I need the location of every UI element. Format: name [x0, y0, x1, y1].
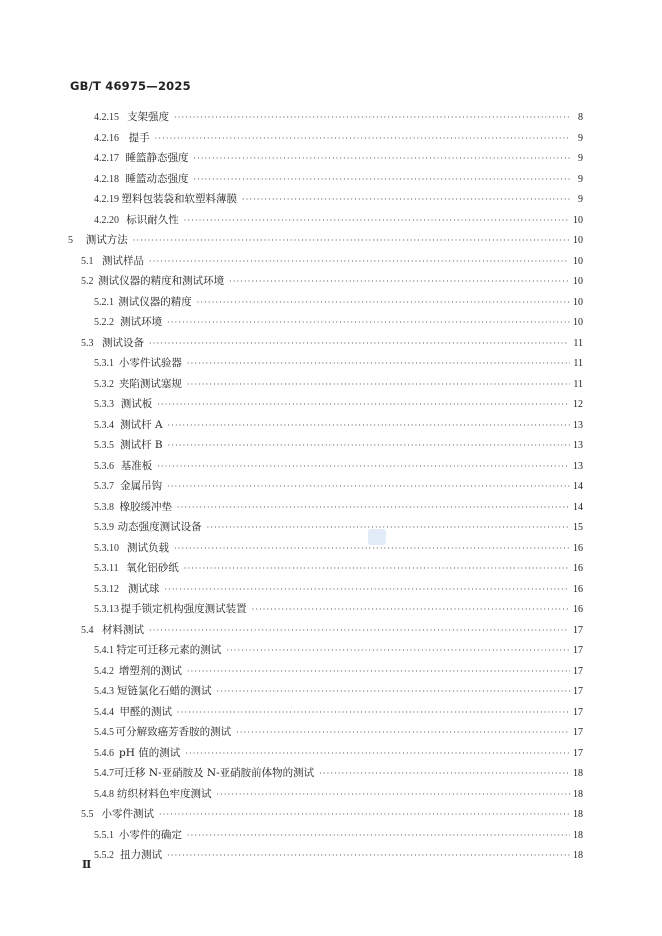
- toc-dot-leader: [149, 621, 569, 642]
- toc-entry[interactable]: [0, 558, 662, 579]
- toc-entry[interactable]: [0, 763, 662, 784]
- toc-page-number: 17: [573, 747, 583, 759]
- toc-entry[interactable]: [0, 415, 662, 436]
- toc-page-number: 15: [573, 522, 583, 533]
- toc-section-number: 4.2.16: [94, 132, 119, 144]
- toc-entry-content: [94, 497, 583, 519]
- toc-dot-leader: [167, 846, 569, 867]
- toc-entry-content: [94, 107, 583, 129]
- toc-section-number: 5.5.2: [94, 850, 114, 861]
- toc-section-title: 塑料包装袋和软塑料薄膜: [121, 193, 237, 205]
- toc-section-title: 增塑剂的测试: [118, 664, 182, 677]
- toc-dot-leader: [167, 477, 569, 498]
- toc-page-number: 9: [578, 153, 583, 164]
- toc-section-number: 4.2.19: [94, 194, 119, 205]
- toc-section-number: 5.2.2: [94, 317, 114, 328]
- toc-entry-content: [94, 394, 583, 416]
- toc-section-number: 5.5.1: [94, 829, 114, 841]
- standard-code-header: GB/T 46975—2025: [70, 79, 191, 93]
- toc-section-number: 5.3.1: [94, 358, 114, 369]
- toc-entry-content: [94, 456, 583, 478]
- toc-section-number: 5.4.3: [94, 686, 114, 697]
- page-number: Ⅱ: [82, 859, 92, 871]
- toc-page-number: 13: [573, 419, 583, 431]
- toc-section-number: 5.3.6: [94, 460, 114, 472]
- toc-section-title: 测试方法: [85, 234, 128, 246]
- toc-dot-leader: [216, 785, 570, 806]
- toc-page-number: 16: [573, 583, 583, 595]
- toc-dot-leader: [187, 375, 570, 396]
- toc-entry-content: [81, 620, 583, 642]
- toc-dot-leader: [159, 805, 569, 826]
- toc-dot-leader: [187, 826, 570, 847]
- toc-dot-leader: [229, 272, 570, 293]
- toc-entry-content: [81, 271, 583, 293]
- toc-section-title: 测试环境: [120, 316, 163, 328]
- toc-entry-content: [81, 251, 583, 273]
- toc-page-number: 11: [573, 358, 583, 369]
- toc-entry[interactable]: [0, 620, 662, 641]
- toc-dot-leader: [168, 436, 570, 457]
- toc-page-number: 9: [578, 194, 583, 205]
- toc-dot-leader: [177, 703, 570, 724]
- toc-dot-leader: [319, 764, 570, 785]
- toc-page-number: 9: [577, 132, 583, 144]
- toc-entry-content: [94, 784, 583, 806]
- toc-entry[interactable]: [0, 743, 662, 764]
- toc-dot-leader: [184, 559, 570, 580]
- toc-section-title: 纺织材料色牢度测试: [116, 787, 212, 800]
- toc-section-number: 5.2.1: [94, 296, 114, 308]
- toc-dot-leader: [177, 498, 570, 519]
- toc-section-title: 动态强度测试设备: [117, 521, 202, 533]
- toc-entry[interactable]: [0, 148, 662, 169]
- toc-entry[interactable]: [0, 661, 662, 682]
- toc-entry-content: [94, 210, 583, 232]
- toc-dot-leader: [236, 723, 570, 744]
- toc-dot-leader: [155, 129, 570, 150]
- toc-section-title: 测试杆 A: [120, 418, 163, 431]
- toc-section-number: 5.5: [81, 809, 94, 820]
- toc-section-title: 基准板: [120, 459, 153, 472]
- toc-section-title: 氧化铝砂纸: [126, 562, 179, 574]
- toc-entry-content: [94, 538, 583, 560]
- toc-entry[interactable]: [0, 435, 662, 456]
- toc-entry-content: [94, 435, 583, 457]
- toc-section-number: 4.2.18: [94, 173, 119, 185]
- toc-section-title: 睡篮动态强度: [125, 172, 189, 185]
- toc-entry-content: [81, 333, 583, 355]
- toc-dot-leader: [187, 354, 570, 375]
- toc-entry-content: [94, 681, 583, 703]
- toc-entry[interactable]: [0, 538, 662, 559]
- toc-section-title: 橡胶缓冲垫: [119, 500, 172, 513]
- toc-dot-leader: [167, 313, 569, 334]
- toc-entry-content: [94, 292, 583, 314]
- toc-page-number: 10: [573, 276, 583, 287]
- toc-page-number: 16: [573, 542, 583, 554]
- toc-entry[interactable]: [0, 579, 662, 600]
- toc-page-number: 16: [573, 604, 583, 615]
- toc-entry-content: [94, 825, 583, 847]
- toc-dot-leader: [133, 231, 569, 252]
- toc-entry[interactable]: [0, 640, 662, 661]
- toc-entry-content: [94, 169, 583, 191]
- toc-section-title: 测试球: [127, 582, 160, 595]
- toc-section-number: 4.2.15: [94, 112, 119, 123]
- toc-section-title: 支架强度: [127, 111, 170, 123]
- toc-section-title: 可分解致癌芳香胺的测试: [115, 726, 232, 738]
- toc-entry-content: [94, 374, 583, 396]
- toc-entry[interactable]: [0, 189, 662, 210]
- toc-entry[interactable]: [0, 353, 662, 374]
- toc-entry-content: [94, 743, 583, 765]
- toc-page-number: 18: [573, 829, 583, 841]
- toc-entry-content: [94, 640, 583, 662]
- toc-entry[interactable]: [0, 845, 662, 866]
- toc-page-number: 10: [573, 255, 583, 267]
- toc-section-number: 5.3.13: [94, 604, 119, 615]
- toc-dot-leader: [193, 149, 570, 170]
- toc-entry-content: [94, 599, 583, 621]
- toc-dot-leader: [216, 682, 570, 703]
- toc-section-number: 5.3.10: [94, 542, 119, 554]
- toc-dot-leader: [187, 662, 570, 683]
- toc-section-number: 5.3.9: [94, 522, 114, 533]
- toc-dot-leader: [168, 416, 570, 437]
- toc-entry[interactable]: [0, 517, 662, 538]
- toc-entry[interactable]: [0, 312, 662, 333]
- toc-section-number: 5.3.8: [94, 501, 114, 513]
- toc-section-number: 5.4.8: [94, 788, 114, 800]
- toc-section-number: 5.4.6: [94, 747, 114, 759]
- toc-dot-leader: [226, 641, 570, 662]
- toc-entry-content: [94, 661, 583, 683]
- toc-section-title: 短链氯化石蜡的测试: [116, 685, 212, 697]
- toc-section-number: 5.3.2: [94, 378, 114, 390]
- toc-entry[interactable]: [0, 476, 662, 497]
- toc-entry-content: [94, 845, 583, 867]
- toc-section-title: 提手: [128, 131, 150, 144]
- toc-entry-content: [68, 230, 583, 252]
- toc-page-number: 17: [573, 665, 583, 677]
- toc-section-title: 测试负载: [127, 541, 170, 554]
- toc-entry[interactable]: [0, 702, 662, 723]
- toc-entry[interactable]: [0, 210, 662, 231]
- toc-section-number: 5.4.1: [94, 645, 114, 656]
- toc-section-title: 测试样品: [102, 254, 145, 267]
- toc-page-number: 18: [573, 768, 583, 779]
- toc-page-number: 13: [573, 460, 583, 472]
- toc-page-number: 10: [573, 214, 583, 226]
- toc-section-title: pH 值的测试: [118, 746, 181, 759]
- toc-section-number: 4.2.17: [94, 153, 119, 164]
- toc-section-title: 提手锁定机构强度测试装置: [120, 603, 247, 615]
- toc-entry[interactable]: [0, 599, 662, 620]
- toc-entry-content: [94, 312, 583, 334]
- toc-page-number: 18: [573, 788, 583, 800]
- toc-section-number: 5.4.7: [94, 768, 114, 779]
- toc-page-number: 8: [578, 112, 583, 123]
- toc-page-number: 10: [573, 235, 584, 246]
- toc-section-title: 测试设备: [102, 336, 145, 349]
- toc-page-number: 17: [573, 686, 583, 697]
- toc-entry-content: [94, 763, 583, 785]
- toc-entry-content: [94, 415, 583, 437]
- toc-dot-leader: [149, 334, 569, 355]
- toc-dot-leader: [185, 744, 570, 765]
- toc-page-number: 18: [573, 850, 583, 861]
- toc-section-title: 金属吊钩: [120, 480, 163, 492]
- toc-section-title: 测试板: [120, 398, 153, 410]
- toc-dot-leader: [184, 211, 570, 232]
- toc-section-number: 5.1: [81, 255, 94, 267]
- toc-page-number: 17: [573, 706, 583, 718]
- toc-dot-leader: [157, 395, 569, 416]
- toc-entry[interactable]: [0, 292, 662, 313]
- toc-section-number: 5.3.4: [94, 419, 114, 431]
- toc-dot-leader: [242, 190, 571, 211]
- toc-entry-content: [94, 148, 583, 170]
- toc-entry[interactable]: [0, 394, 662, 415]
- toc-page-number: 11: [573, 378, 583, 390]
- toc-section-number: 5.4: [81, 624, 94, 636]
- toc-section-title: 小零件的确定: [118, 828, 182, 841]
- toc-section-title: 测试仪器的精度: [118, 295, 192, 308]
- toc-dot-leader: [174, 108, 570, 129]
- toc-section-title: 测试杆 B: [120, 439, 163, 451]
- toc-page-number: 18: [573, 809, 583, 820]
- toc-page-number: 9: [578, 173, 583, 185]
- toc-entry-content: [81, 804, 583, 826]
- toc-entry[interactable]: [0, 804, 662, 825]
- toc-section-number: 5.3.5: [94, 440, 114, 451]
- toc-section-title: 甲醛的测试: [119, 705, 172, 718]
- toc-entry[interactable]: [0, 230, 662, 251]
- toc-page-number: 17: [573, 624, 583, 636]
- toc-section-title: 测试仪器的精度和测试环境: [98, 275, 225, 287]
- toc-entry-content: [94, 476, 583, 498]
- toc-entry-content: [94, 128, 583, 150]
- toc-entry[interactable]: [0, 251, 662, 272]
- toc-entry[interactable]: [0, 825, 662, 846]
- toc-section-number: 5.3.11: [94, 563, 119, 574]
- watermark-icon: [368, 529, 386, 545]
- toc-section-number: 5.4.2: [94, 665, 114, 677]
- toc-page-number: 14: [573, 501, 583, 513]
- toc-entry[interactable]: [0, 784, 662, 805]
- toc-section-title: 特定可迁移元素的测试: [116, 644, 222, 656]
- toc-entry-content: [94, 517, 583, 539]
- toc-dot-leader: [252, 600, 570, 621]
- toc-entry[interactable]: [0, 374, 662, 395]
- toc-section-number: 4.2.20: [94, 214, 119, 226]
- toc-entry-content: [94, 353, 583, 375]
- toc-page-number: 16: [573, 563, 583, 574]
- toc-page-number: 14: [573, 481, 583, 492]
- toc-entry[interactable]: [0, 497, 662, 518]
- toc-section-title: 睡篮静态强度: [125, 152, 189, 164]
- toc-section-title: 小零件测试: [101, 808, 155, 820]
- toc-dot-leader: [149, 252, 569, 273]
- toc-entry[interactable]: [0, 722, 662, 743]
- toc-section-title: 扭力测试: [120, 849, 163, 861]
- toc-entry-content: [94, 722, 583, 744]
- toc-dot-leader: [193, 170, 570, 191]
- toc-entry[interactable]: [0, 169, 662, 190]
- table-of-contents: [0, 107, 662, 866]
- toc-entry[interactable]: [0, 456, 662, 477]
- toc-entry[interactable]: [0, 333, 662, 354]
- toc-entry[interactable]: [0, 128, 662, 149]
- toc-section-title: 可迁移 N-亚硝胺及 N-亚硝胺前体物的测试: [114, 767, 315, 779]
- toc-entry-content: [94, 558, 583, 580]
- toc-section-title: 材料测试: [102, 623, 145, 636]
- toc-dot-leader: [197, 293, 570, 314]
- toc-page-number: 10: [573, 317, 583, 328]
- toc-section-number: 5.3.12: [94, 583, 119, 595]
- toc-section-number: 5: [68, 235, 73, 246]
- toc-dot-leader: [157, 457, 569, 478]
- toc-entry[interactable]: [0, 107, 662, 128]
- toc-page-number: 17: [573, 727, 583, 738]
- toc-section-number: 5.4.5: [94, 727, 114, 738]
- toc-entry-content: [94, 189, 583, 211]
- toc-page-number: 17: [573, 645, 583, 656]
- toc-section-title: 夹陷测试塞规: [118, 377, 182, 390]
- toc-section-title: 小零件试验器: [118, 357, 182, 369]
- toc-entry[interactable]: [0, 271, 662, 292]
- toc-section-number: 5.2: [81, 276, 94, 287]
- toc-entry-content: [94, 702, 583, 724]
- toc-section-number: 5.3.3: [94, 399, 114, 410]
- toc-page-number: 10: [573, 296, 583, 308]
- toc-page-number: 12: [573, 399, 583, 410]
- toc-entry-content: [94, 579, 583, 601]
- toc-dot-leader: [164, 580, 569, 601]
- toc-section-number: 5.4.4: [94, 706, 114, 718]
- toc-section-title: 标识耐久性: [126, 213, 179, 226]
- toc-entry[interactable]: [0, 681, 662, 702]
- toc-page-number: 11: [573, 337, 583, 349]
- toc-section-number: 5.3: [81, 337, 94, 349]
- toc-dot-leader: [207, 518, 570, 539]
- toc-page-number: 13: [573, 440, 583, 451]
- toc-section-number: 5.3.7: [94, 481, 114, 492]
